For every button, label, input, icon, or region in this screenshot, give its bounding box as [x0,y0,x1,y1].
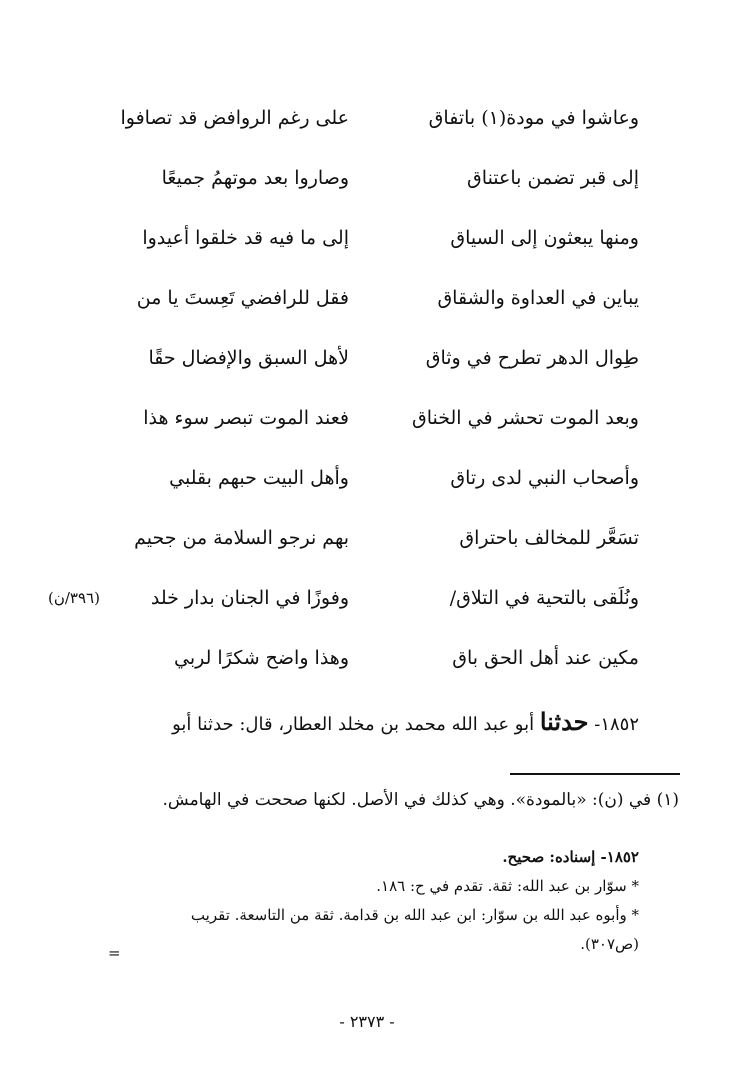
first-hemistich: فقل للرافضي تَعِستَ يا من [136,287,349,309]
hadith-keyword: حدثنا [539,707,589,736]
second-hemistich: وأصحاب النبي لدى رتاق [450,467,639,489]
first-hemistich: فعند الموت تبصر سوء هذا [143,407,349,429]
commentary-heading: ١٨٥٢- إسناده: صحيح. [502,848,639,866]
verse-1 [0,95,734,155]
poem [0,95,734,695]
second-hemistich: يباين في العداوة والشقاق [437,287,639,309]
first-hemistich: وهذا واضح شكرًا لربي [174,647,349,669]
manuscript-reference: (٣٩٦/ن) [48,589,100,607]
second-hemistich: وعاشوا في مودة(١) باتفاق [428,107,639,129]
verse-7 [0,455,734,515]
second-hemistich: مكين عند أهل الحق باق [452,647,639,669]
second-hemistich: ومنها يبعثون إلى السياق [450,227,639,249]
verse-4 [0,275,734,335]
verse-9 [0,575,734,635]
commentary-line: * سوّار بن عبد الله: ثقة. تقدم في ح: ١٨٦. [376,877,639,895]
hadith-number: ١٨٥٢- [594,714,639,735]
verse-5 [0,335,734,395]
verse-8 [0,515,734,575]
continuation-mark: = [108,944,121,962]
second-hemistich: طِوال الدهر تطرح في وثاق [425,347,639,369]
hadith-text: أبو عبد الله محمد بن مخلد العطار، قال: حدثنا أبو [172,714,535,735]
commentary [79,843,639,959]
first-hemistich: وفوزًا في الجنان بدار خلد [150,587,349,609]
verse-10 [0,635,734,695]
second-hemistich: إلى قبر تضمن باعتناق [467,167,639,189]
first-hemistich: إلى ما فيه قد خلقوا أعيدوا [142,227,349,249]
second-hemistich: وبعد الموت تحشر في الخناق [411,407,639,429]
second-hemistich: تسَعَّر للمخالف باحتراق [459,527,639,549]
commentary-line: * وأبوه عبد الله بن سوّار: ابن عبد الله بن قدامة. ثقة من التاسعة. تقريب [190,906,639,924]
footnote-divider [510,773,680,775]
first-hemistich: لأهل السبق والإفضال حقًا [148,347,349,369]
verse-3 [0,215,734,275]
first-hemistich: بهم نرجو السلامة من جحيم [134,527,349,549]
footnote-1: (١) في (ن): «بالمودة». وهي كذلك في الأصل. لكنها صححت في الهامش. [162,790,679,810]
commentary-line: (ص٣٠٧). [580,935,639,953]
first-hemistich: وصاروا بعد موتهمُ جميعًا [161,167,349,189]
hadith-line [79,706,639,741]
page-number: - ٢٣٧٣ - [339,1012,395,1031]
second-hemistich: ونُلَقى بالتحية في التلاق/ [449,587,639,609]
first-hemistich: على رغم الروافض قد تصافوا [120,107,349,129]
first-hemistich: وأهل البيت حبهم بقلبي [169,467,349,489]
verse-2 [0,155,734,215]
verse-6 [0,395,734,455]
